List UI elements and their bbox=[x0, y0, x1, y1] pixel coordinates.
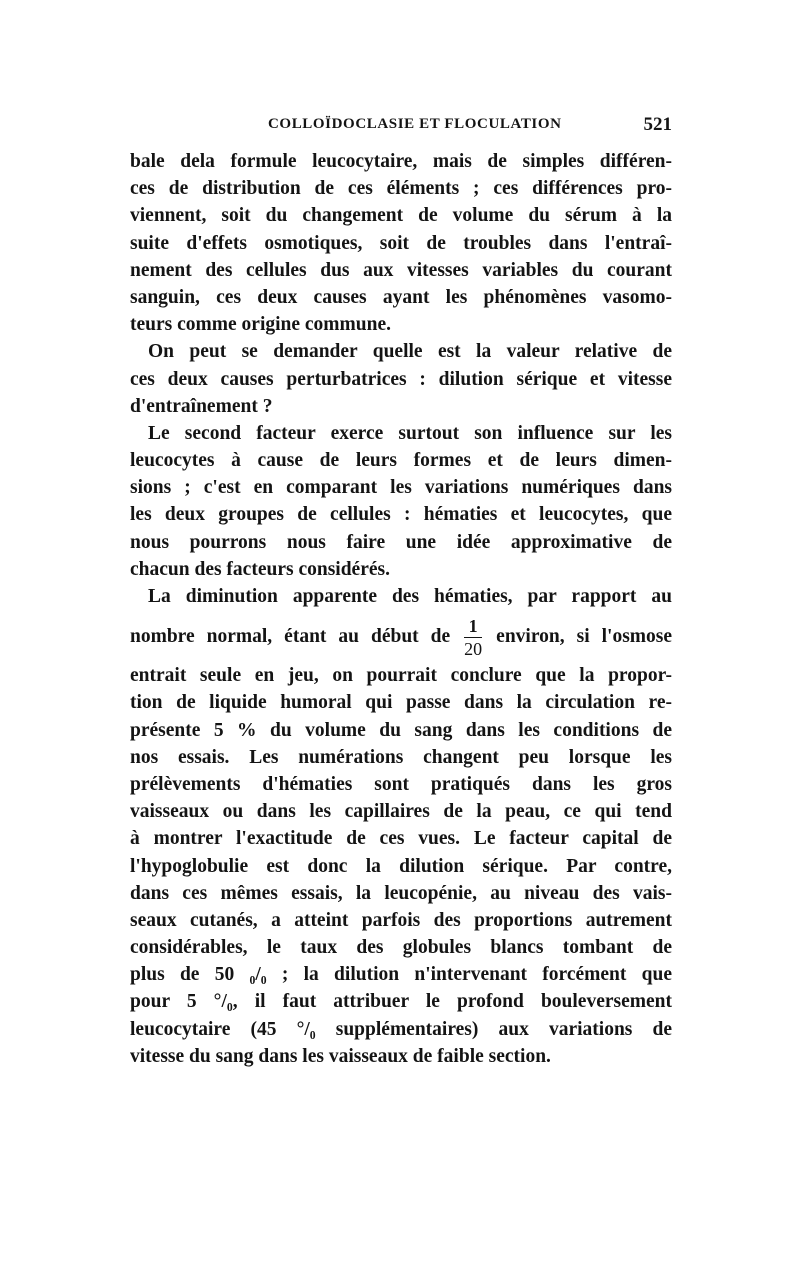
text-line: présente 5 % du volume du sang dans les conditions de bbox=[130, 719, 672, 741]
text-line: vaisseaux ou dans les capillaires de la peau, ce qui tend bbox=[130, 801, 672, 823]
text-line: viennent, soit du changement de volume du sérum à la bbox=[130, 205, 672, 227]
text-line: les deux groupes de cellules : hématies et leucocytes, que bbox=[130, 504, 672, 526]
text-line: à montrer l'exactitude de ces vues. Le facteur capital de bbox=[130, 828, 672, 850]
text-line: suite d'effets osmotiques, soit de troubles dans l'entraî- bbox=[130, 232, 672, 254]
fraction-denominator: 20 bbox=[464, 639, 483, 660]
paragraph-first-line: On peut se demander quelle est la valeur relative de bbox=[148, 341, 672, 363]
text-line: ces de distribution de ces éléments ; ces différences pro- bbox=[130, 178, 672, 200]
fraction-numerator: 1 bbox=[464, 617, 482, 638]
text-line: plus de 50 ₀/₀ ; la dilution n'intervenant forcément que bbox=[130, 964, 672, 986]
fraction bbox=[464, 617, 482, 658]
text-line: sions ; c'est en comparant les variations numériques dans bbox=[130, 477, 672, 499]
running-head bbox=[130, 114, 672, 138]
fraction-text-line bbox=[130, 614, 672, 660]
text-line: l'hypoglobulie est donc la dilution sérique. Par contre, bbox=[130, 855, 672, 877]
text-line: nos essais. Les numérations changent peu lorsque les bbox=[130, 746, 672, 768]
text-line: ces deux causes perturbatrices : dilution sérique et vitesse bbox=[130, 368, 672, 390]
body-text bbox=[130, 148, 672, 1070]
text-line: teurs comme origine commune. bbox=[130, 314, 392, 336]
fraction-line-before: nombre normal, étant au début de bbox=[130, 626, 451, 648]
page-number: 521 bbox=[643, 114, 672, 135]
text-line: leucocytaire (45 °/₀ supplémentaires) aux variations de bbox=[130, 1018, 672, 1040]
text-line: entrait seule en jeu, on pourrait conclure que la propor- bbox=[130, 665, 672, 687]
text-line: considérables, le taux des globules blancs tombant de bbox=[130, 937, 672, 959]
text-line: tion de liquide humoral qui passe dans la circulation re- bbox=[130, 692, 672, 714]
text-line: sanguin, ces deux causes ayant les phénomènes vasomo- bbox=[130, 286, 672, 308]
text-line: d'entraînement ? bbox=[130, 395, 273, 417]
text-line: seaux cutanés, a atteint parfois des proportions autrement bbox=[130, 909, 672, 931]
paragraph-first-line: La diminution apparente des hématies, par rapport au bbox=[148, 586, 672, 607]
running-title: COLLOÏDOCLASIE ET FLOCULATION bbox=[268, 116, 562, 132]
text-line: pour 5 °/₀, il faut attribuer le profond bouleversement bbox=[130, 991, 672, 1013]
text-line: bale dela formule leucocytaire, mais de simples différen- bbox=[130, 151, 672, 172]
text-line: vitesse du sang dans les vaisseaux de faible section. bbox=[130, 1045, 551, 1067]
text-line: prélèvements d'hématies sont pratiqués dans les gros bbox=[130, 773, 672, 795]
text-line: nement des cellules dus aux vitesses variables du courant bbox=[130, 259, 672, 281]
text-line: chacun des facteurs considérés. bbox=[130, 558, 390, 580]
text-line: leucocytes à cause de leurs formes et de leurs dimen- bbox=[130, 450, 672, 472]
fraction-line-after: environ, si l'osmose bbox=[496, 626, 673, 648]
text-line: dans ces mêmes essais, la leucopénie, au niveau des vais- bbox=[130, 882, 672, 904]
paragraph-first-line: Le second facteur exerce surtout son influence sur les bbox=[148, 422, 672, 444]
text-line: nous pourrons nous faire une idée approximative de bbox=[130, 531, 672, 553]
